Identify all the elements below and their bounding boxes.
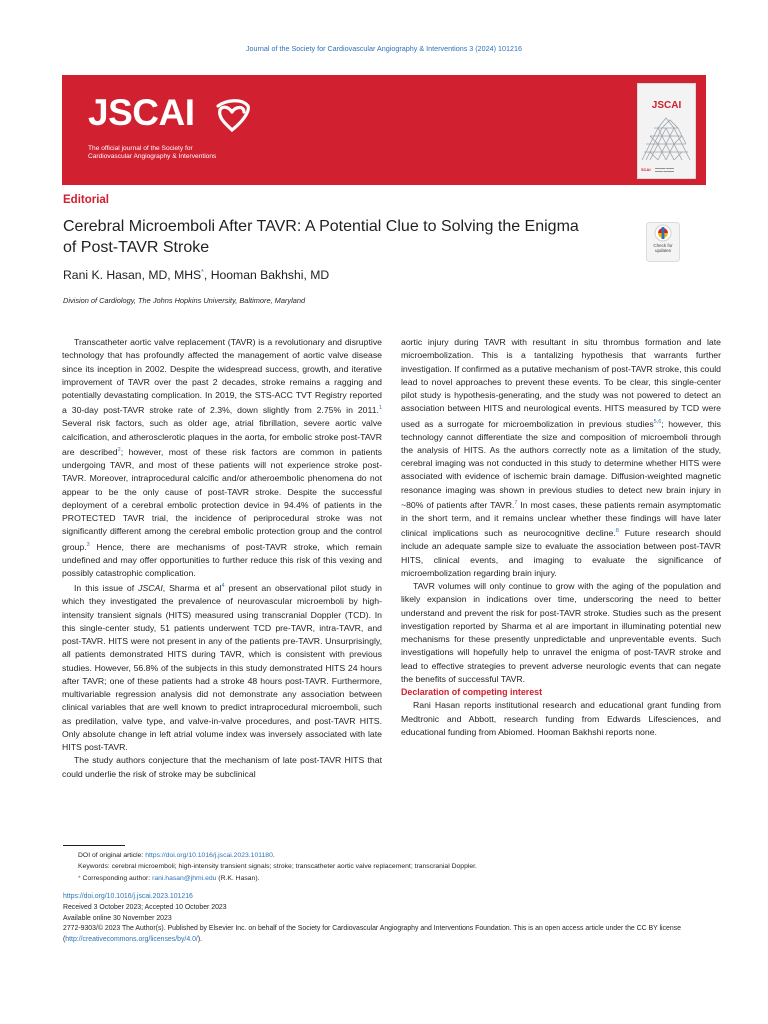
banner-subtitle-line2: Cardiovascular Angiography & Interventions bbox=[88, 153, 217, 161]
email-link[interactable]: rani.hasan@jhmi.edu bbox=[152, 874, 217, 882]
article-title-line2: of Post-TAVR Stroke bbox=[63, 239, 210, 256]
author-separator: , bbox=[203, 268, 211, 282]
license-note: 2772-9303/© 2023 The Author(s). Published by Elsevier Inc. on behalf of the Society for Cardiovascular Angiography and Interventions Foundation. This is an open access article under the CC BY license (http://creativecommons.org/licenses/by/4.0/). bbox=[63, 925, 681, 944]
cover-fine-print: ▬▬▬▬ ▬▬▬ ▬▬▬ ▬▬▬▬ bbox=[655, 167, 674, 173]
mesh-image bbox=[640, 114, 693, 162]
reference-link[interactable]: 5,6 bbox=[653, 418, 662, 425]
paragraph: Rani Hasan reports institutional research and educational grant funding from Medtronic and Abbott, research funding from Edwards Lifesciences, and educational funding from Abiomed. Hooman Bakhshi reports none. bbox=[401, 700, 721, 737]
check-for-updates-label[interactable] bbox=[646, 243, 680, 253]
paragraph: In this issue of JSCAI, Sharma et $al^4$ present an observational pilot study in which they investigated the prevalence of neurovascular microemboli by high-intensity transient signals (HITS) measured using transcranial Doppler (TCD). In this single-center study, 51 patients underwent TCD pre-TAVR, intra-TAVR, and post-TAVR. HITS were not present in any of the patients pre-TAVR. Unsurprisingly, all patients demonstrated HITS during TAVR, which is consistent with previous studies. However, 56.8% of the subjects in this study demonstrated HITS 24 hours after TAVR; one of these patients had a stroke 48 hours post-TAVR. Furthermore, multivariable regression analysis did not demonstrate any association between clinical variables that are well known to predict intraprocedural microemboli, such as predilation, valve type, and valve-in-valve procedures, and post-TAVR HITS. Only absolute change in left atrial volume index was inversely associated with late HITS post-TAVR. bbox=[62, 583, 382, 753]
corresponding-author-mark[interactable]: * bbox=[201, 268, 204, 276]
paragraph: The study authors conjecture that the mechanism of late post-TAVR HITS that could underlie the risk of stroke may be subclinical bbox=[62, 755, 382, 779]
jscai-logo: JSCAI bbox=[88, 92, 195, 133]
affiliation: Division of Cardiology, The Johns Hopkins University, Baltimore, Maryland bbox=[63, 296, 306, 305]
reference-link[interactable]: 2 bbox=[117, 446, 121, 453]
doi-original-note: DOI of original article: https://doi.org/10.1016/j.jscai.2023.101180. bbox=[78, 852, 275, 859]
doi-original-link[interactable]: https://doi.org/10.1016/j.jscai.2023.101180 bbox=[145, 852, 273, 859]
cover-title: JSCAI bbox=[651, 100, 682, 111]
reference-link[interactable]: 3 bbox=[86, 541, 90, 548]
banner-subtitle-line1: The official journal of the Society for bbox=[88, 145, 193, 152]
body-column-right bbox=[401, 336, 721, 739]
article-title bbox=[63, 216, 633, 258]
author-name[interactable]: Rani K. Hasan, MD, MHS bbox=[63, 268, 202, 282]
reference-link[interactable]: 8 bbox=[615, 528, 619, 535]
article-metadata bbox=[63, 892, 723, 946]
journal-banner bbox=[62, 75, 706, 185]
paragraph: aortic injury during TAVR with resultant in situ thrombus formation and late microembolization. This is a tantalizing hypothesis that warrants further investigation. If confirmed as a putative mechanism of post-TAVR stroke, this could lead to novel approaches to prevent these events. To be clear, this single-center pilot study is hypothesis-generating, and the study was not powered to detect an association between HITS and neurological events. HITS measured by TCD were used as a surrogate for microembolization in previous studies$^{5,6}$; however, this technology cannot differentiate the size and composition of microemboli through the analysis of HITS. As the authors correctly note as a limitation of the study, cerebral imaging was not conducted in this study to determine whether HITS were associated with evidence of ischemic brain damage. Diffusion-weighted magnetic resonance imaging was shown in previous studies to detect new brain injury in ~80% of patients after TAVR.$^7$ In most cases, these patients remain asymptomatic in the short term, and it remains unclear whether these findings will have later clinical implications such as neurocognitive decline.$^8$ Future research should include an adequate sample size to evaluate the association between post-TAVR HITS, clinical events, and imaging to evaluate the significance of microembolization regarding brain injury. bbox=[401, 337, 721, 578]
check-for-updates-icon[interactable] bbox=[646, 222, 680, 262]
article-title-line1: Cerebral Microemboli After TAVR: A Potential Clue to Solving the Enigma bbox=[63, 218, 579, 235]
available-online: Available online 30 November 2023 bbox=[63, 914, 172, 922]
footnote-divider bbox=[63, 845, 125, 846]
author-list bbox=[63, 268, 329, 282]
journal-cover-thumbnail[interactable] bbox=[637, 83, 696, 179]
keywords: Keywords: cerebral microemboli; high-intensity transient signals; stroke; transcatheter aortic valve replacement; transcranial Doppler. bbox=[78, 863, 477, 871]
body-column-left bbox=[62, 336, 382, 781]
corresponding-author-note: * Corresponding author: rani.hasan@jhmi.edu (R.K. Hasan). bbox=[78, 874, 260, 882]
paragraph: Transcatheter aortic valve replacement (TAVR) is a revolutionary and disruptive technology that has profoundly affected the management of aortic valve disease since its inception in 2002. Despite the widespread success, growth, and iterative improvement of TAVR over the past 2 decades, stroke remains a ragging and potentially devastating complication. In 2019, the STS-ACC TVT Registry reported a 30-day post-TAVR stroke rate of 2.3%, down slightly from 2.75% in 2011.$^1$ Several risk factors, such as older age, atrial fibrillation, severe aortic valve calcification, and atherosclerotic plaques in the aorta, for embolic stroke post-TAVR are described$^2$; however, most of these risk factors are common in patients undergoing TAVR, and most of these patients will not experience stroke post-TAVR. Moreover, intraprocedural calcific and/or atheroembolic phenomena do not appear to be the only cause of post-TAVR stroke. Despite the successful deployment of a cerebral embolic protection device in 94.4% of patients in the PROTECTED TAVR trial, the incidence of periprocedural stroke was not significantly different among the cerebral embolic protection group and the control group.$^3$ Hence, there are mechanisms of post-TAVR stroke, which remain undefined and may offer opportunities to further reduce this risk of this vexing and possibly catastrophic complication. bbox=[62, 337, 382, 578]
paragraph: TAVR volumes will only continue to grow with the aging of the population and likely expansion in indications over time, underscoring the need to better understand and prevent the risk for post-TAVR stroke. Studies such as the present investigation reported by Sharma et al are important in illuminating potential new mechanisms for these presently unpredictable and unpreventable events. Such investigations will hopefully help to unravel the enigma of post-TAVR stroke and lead to effective strategies to prevent adverse neurologic events that can negate the benefits of successful TAVR. bbox=[401, 581, 721, 684]
reference-link[interactable]: 1 bbox=[378, 405, 382, 412]
article-type-label: Editorial bbox=[63, 194, 110, 206]
cover-publisher-mark: SCAI bbox=[641, 167, 651, 172]
reference-link[interactable]: 4 bbox=[221, 583, 225, 590]
banner-subtitle bbox=[88, 145, 216, 162]
article-doi-link[interactable]: https://doi.org/10.1016/j.jscai.2023.101216 bbox=[63, 893, 193, 900]
footnotes bbox=[63, 850, 723, 884]
author-name[interactable]: Hooman Bakhshi, MD bbox=[210, 268, 330, 282]
crossmark-line1: Check for bbox=[653, 243, 673, 248]
received-dates: Received 3 October 2023; Accepted 10 October 2023 bbox=[63, 903, 227, 911]
reference-link[interactable]: 7 bbox=[514, 499, 518, 506]
journal-citation-line[interactable]: Journal of the Society for Cardiovascular Angiography & Interventions 3 (2024) 101216 bbox=[245, 44, 523, 53]
heart-logo-icon bbox=[212, 96, 252, 136]
license-link[interactable]: http://creativecommons.org/licenses/by/4.0/ bbox=[65, 936, 198, 944]
crossmark-line2: updates bbox=[654, 248, 671, 253]
section-heading: Declaration of competing interest bbox=[401, 687, 543, 698]
